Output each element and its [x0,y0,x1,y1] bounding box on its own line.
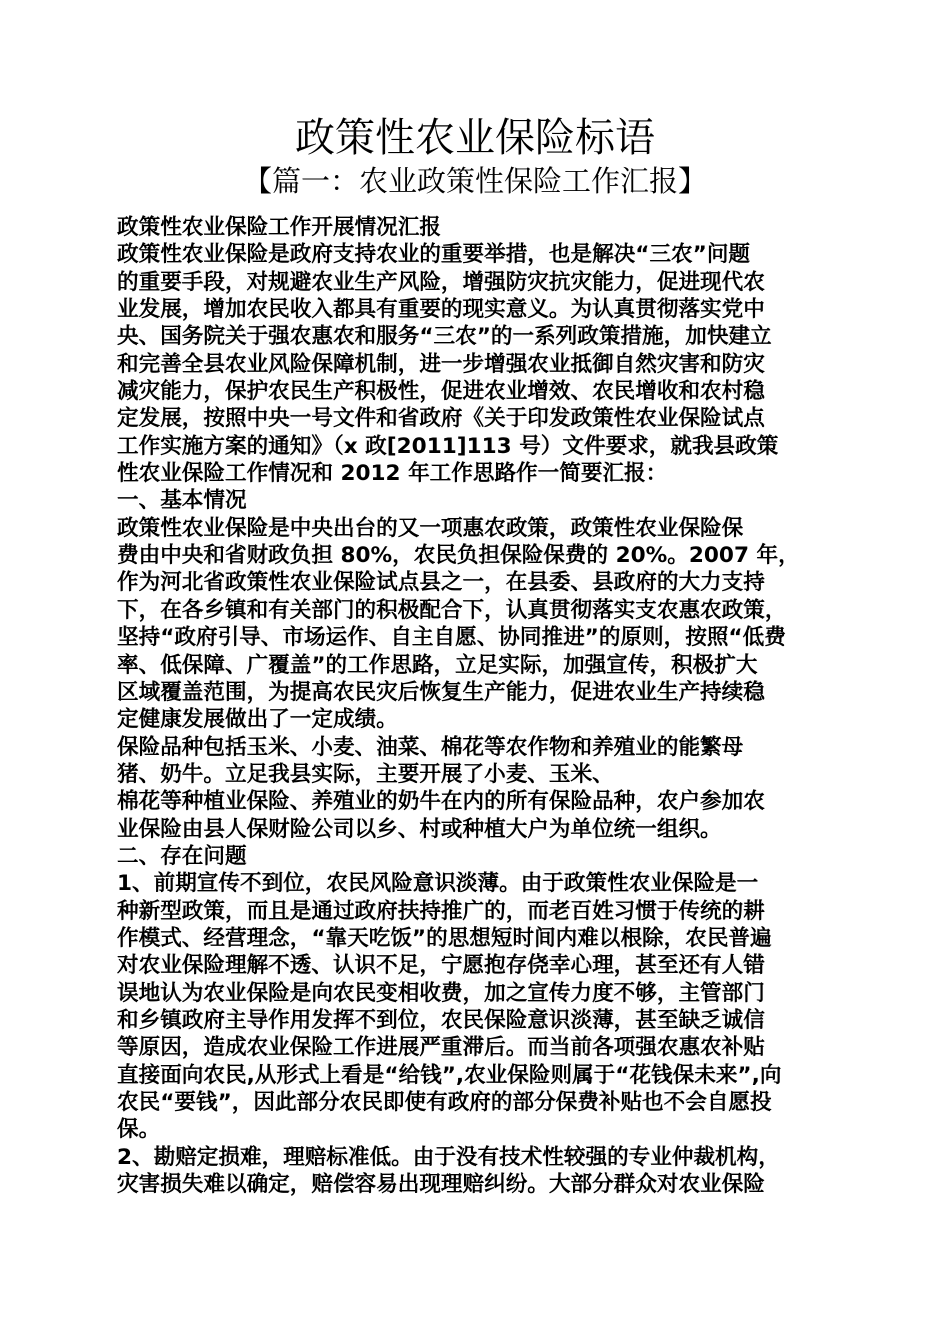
paragraph-line: 坚持“政府引导、市场运作、自主自愿、协同推进”的原则，按照“低费 [117,625,786,651]
paragraph-line: 业保险由县人保财险公司以乡、村或种植大户为单位统一组织。 [117,816,722,842]
paragraph-line: 性农业保险工作情况和 2012 年工作思路作一简要汇报： [117,461,668,487]
paragraph-line: 直接面向农民,从形式上看是“给钱”,农业保险则属于“花钱保未来”,向 [117,1062,782,1088]
paragraph-line: 2、勘赔定损难，理赔标准低。由于没有技术性较强的专业仲裁机构， [117,1144,780,1170]
paragraph-line: 农民“要钱”，因此部分农民即使有政府的部分保费补贴也不会自愿投 [117,1090,772,1115]
paragraph-line: 和乡镇政府主导作用发挥不到位，农民保险意识淡薄，甚至缺乏诚信 [117,1007,765,1033]
paragraph-line: 猪、奶牛。立足我县实际，主要开展了小麦、玉米、 [117,761,614,787]
paragraph-line: 误地认为农业保险是向农民变相收费，加之宣传力度不够，主管部门 [117,980,765,1006]
paragraph-line: 的重要手段，对规避农业生产风险，增强防灾抗灾能力，促进现代农 [117,269,765,295]
paragraph-line: 定健康发展做出了一定成绩。 [117,707,398,733]
document-title: 政策性农业保险标语 [295,115,655,161]
paragraph-line: 下，在各乡镇和有关部门的积极配合下，认真贯彻落实支农惠农政策， [117,597,787,623]
paragraph-line: 1、前期宣传不到位，农民风险意识淡薄。由于政策性农业保险是一 [117,871,759,897]
paragraph-line: 灾害损失难以确定，赔偿容易出现理赔纠纷。大部分群众对农业保险 [117,1172,765,1198]
paragraph-line: 和完善全县农业风险保障机制，进一步增强农业抵御自然灾害和防灾 [117,351,765,377]
paragraph-line: 定发展，按照中央一号文件和省政府《关于印发政策性农业保险试点 [117,406,765,432]
paragraph-line: 作为河北省政策性农业保险试点县之一，在县委、县政府的大力支持 [117,570,765,596]
section-heading-report-title: 政策性农业保险工作开展情况汇报 [117,215,441,240]
paragraph-line: 种新型政策，而且是通过政府扶持推广的，而老百姓习惯于传统的耕 [117,898,765,924]
paragraph-line: 作模式、经营理念，“靠天吃饭”的思想短时间内难以根除，农民普遍 [117,925,772,951]
paragraph-line: 对农业保险理解不透、认识不足，宁愿抱存侥幸心理，甚至还有人错 [117,953,765,979]
document-subtitle: 【篇一：农业政策性保险工作汇报】 [242,164,707,198]
paragraph-line: 保。 [117,1117,161,1143]
paragraph-line: 区域覆盖范围，为提高农民灾后恢复生产能力，促进农业生产持续稳 [117,679,765,705]
paragraph-line: 政策性农业保险是政府支持农业的重要举措，也是解决“三农”问题 [117,242,751,268]
paragraph-line: 等原因，造成农业保险工作进展严重滞后。而当前各项强农惠农补贴 [117,1035,765,1061]
document-body [117,214,842,1198]
section-heading-basic-situation: 一、基本情况 [117,488,247,514]
paragraph-line: 工作实施方案的通知》（x 政[2011]113 号）文件要求，就我县政策 [117,433,779,459]
section-heading-problems: 二、存在问题 [117,843,247,869]
paragraph-line: 业发展，增加农民收入都具有重要的现实意义。为认真贯彻落实党中 [117,297,765,323]
paragraph-line: 减灾能力，保护农民生产积极性，促进农业增效、农民增收和农村稳 [117,379,765,405]
paragraph-line: 政策性农业保险是中央出台的又一项惠农政策，政策性农业保险保 [117,515,744,541]
paragraph-line: 棉花等种植业保险、养殖业的奶牛在内的所有保险品种，农户参加农 [117,789,765,815]
paragraph-line: 费由中央和省财政负担 80%，农民负担保险保费的 20%。2007 年， [117,543,800,569]
paragraph-line: 保险品种包括玉米、小麦、油菜、棉花等农作物和养殖业的能繁母 [117,734,744,760]
paragraph-line: 央、国务院关于强农惠农和服务“三农”的一系列政策措施，加快建立 [117,324,772,350]
paragraph-line: 率、低保障、广覆盖”的工作思路，立足实际，加强宣传，积极扩大 [117,652,758,678]
